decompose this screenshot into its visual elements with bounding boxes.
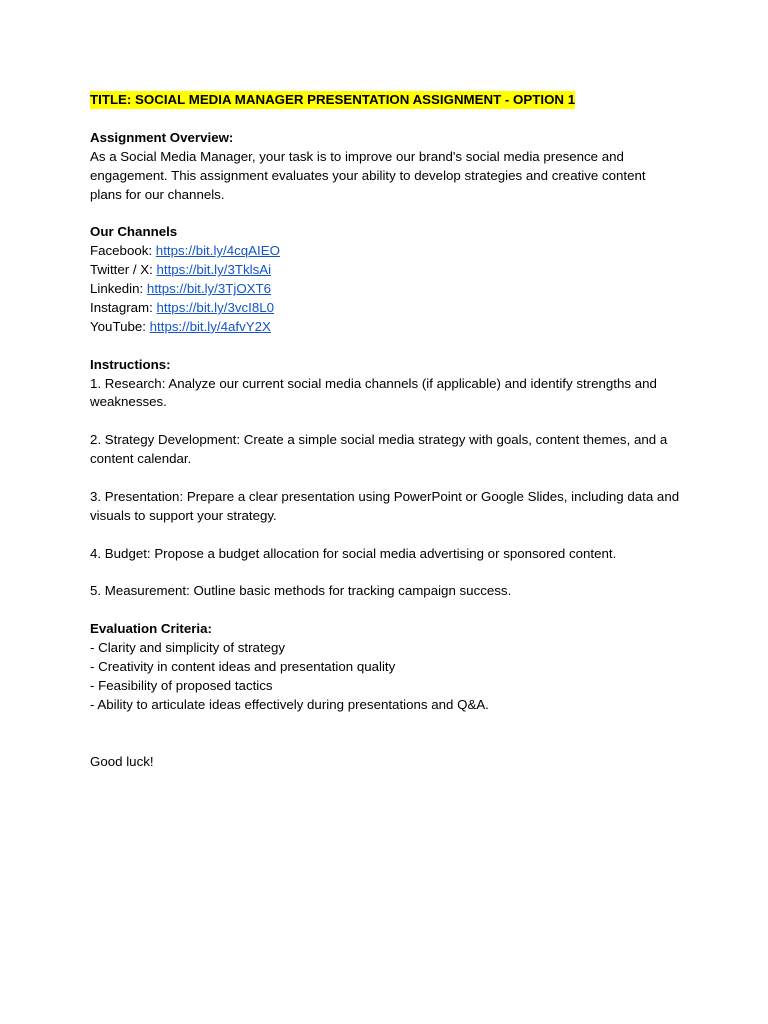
overview-text: As a Social Media Manager, your task is to improve our brand's social media presence and engagement. This assignment evaluates your ability to develop strategies and creative content plans for our channels. [90,148,646,202]
instruction-item: 4. Budget: Propose a budget allocation for social media advertising or sponsored content. [90,545,617,561]
channel-row-instagram [90,299,688,318]
evaluation-item: - Creativity in content ideas and presentation quality [90,659,396,675]
facebook-link[interactable]: https://bit.ly/4cqAIEO [155,243,280,259]
channel-label: Linkedin: [90,281,147,297]
document-title: TITLE: SOCIAL MEDIA MANAGER PRESENTATION ASSIGNMENT - OPTION 1 [90,92,576,107]
closing-text: Good luck! [90,753,154,769]
channel-row-twitter [90,261,688,280]
instagram-link[interactable]: https://bit.ly/3vcI8L0 [156,299,275,315]
evaluation-item: - Clarity and simplicity of strategy [90,640,286,656]
channel-row-youtube [90,318,688,337]
instruction-item: 5. Measurement: Outline basic methods for tracking campaign success. [90,583,512,599]
channel-label: YouTube: [90,318,150,334]
channel-label: Instagram: [90,299,157,315]
instruction-item: 3. Presentation: Prepare a clear presentation using PowerPoint or Google Slides, including data and visuals to support your strategy. [90,488,680,523]
channel-row-linkedin [90,280,688,299]
channels-list [90,242,688,337]
evaluation-heading: Evaluation Criteria: [90,621,212,637]
channel-label: Twitter / X: [90,262,157,278]
evaluation-item: - Feasibility of proposed tactics [90,677,273,693]
instructions-heading: Instructions: [90,356,171,372]
instruction-item: 1. Research: Analyze our current social media channels (if applicable) and identify strengths and weaknesses. [90,375,657,410]
twitter-link[interactable]: https://bit.ly/3TklsAi [156,262,272,278]
youtube-link[interactable]: https://bit.ly/4afvY2X [149,318,271,334]
instruction-item: 2. Strategy Development: Create a simple social media strategy with goals, content themes, and a content calendar. [90,432,668,467]
linkedin-link[interactable]: https://bit.ly/3TjOXT6 [146,281,272,297]
channels-heading: Our Channels [90,224,178,240]
title-line [90,91,688,110]
evaluation-item: - Ability to articulate ideas effectively during presentations and Q&A. [90,696,489,712]
channel-row-facebook [90,242,688,261]
channel-label: Facebook: [90,243,156,259]
overview-heading: Assignment Overview: [90,129,234,145]
